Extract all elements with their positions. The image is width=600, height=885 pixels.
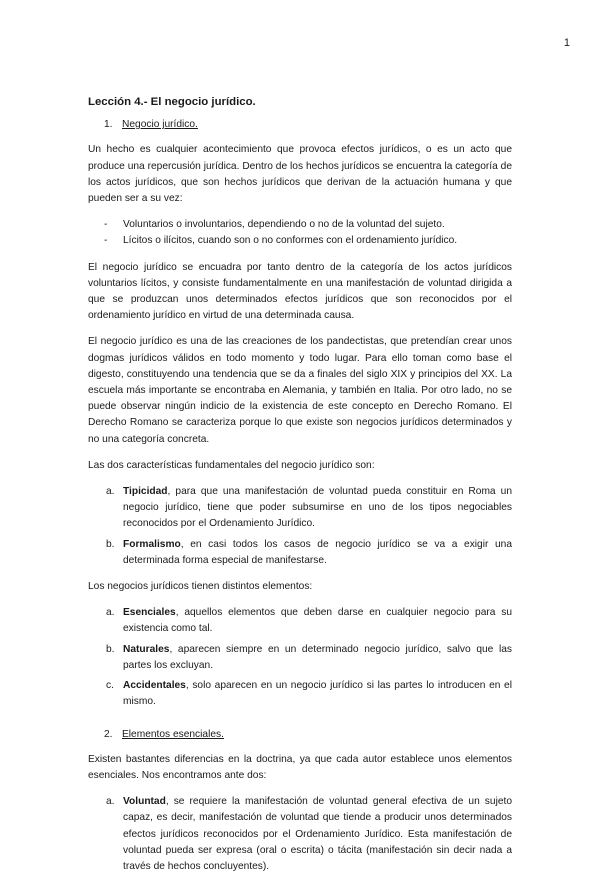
paragraph: El negocio jurídico se encuadra por tanto dentro de la categoría de los actos jurídicos voluntarios lícitos, y consiste fundamentalmente en una manifestación de voluntad dirigida a que se produzcan unos determinados efectos jurídicos que son reconocidos por el ordenamiento jurídico en virtud de una determinada causa. [88,261,512,322]
section-heading-1 [88,117,512,133]
section-title: Negocio jurídico. [122,119,198,131]
list-item [88,642,512,674]
paragraph: El negocio jurídico es una de las creaciones de los pandectistas, que pretendían crear unos dogmas jurídicos válidos en todo momento y todo lugar. Para ello toman como base el digesto, constituyendo una tendencia que se da a finales del siglo XIX y principios del XX. La escuela más importante se encontraba en Alemania, y también en Italia. Por otro lado, no se puede observar ningún indicio de la existencia de este concepto en Derecho Romano. El Derecho Romano se caracteriza porque lo que existe son negocios jurídicos determinados y no una categoría concreta. [88,336,512,445]
section-heading-2 [88,727,512,743]
section-number: 2. [104,728,113,740]
paragraph: Existen bastantes diferencias en la doctrina, ya que cada autor establece unos elementos esenciales. Nos encontramos ante dos: [88,753,512,781]
term-text: , aparecen siempre en un determinado negocio jurídico, salvo que las partes los excluyan. [123,643,512,671]
list-item: - Lícitos o ilícitos, cuando son o no conformes con el ordenamiento jurídico. [88,233,512,249]
paragraph: Un hecho es cualquier acontecimiento que provoca efectos jurídicos, o es un acto que produce una repercusión jurídica. Dentro de los hechos jurídicos se encuentra la categoría de los actos jurídicos, que son hechos jurídicos que derivan de la actuación humana y que pueden ser a su vez: [88,144,512,205]
list-item [88,484,512,533]
term: Tipicidad [123,486,168,498]
term: Naturales [123,643,170,655]
list-marker: b. [106,643,115,655]
section-title: Elementos esenciales. [122,728,224,740]
list-marker: c. [106,680,114,692]
list-item [88,605,512,637]
term: Esenciales [123,607,176,619]
characteristics-list [88,484,512,569]
term: Voluntad [123,796,166,808]
term-text: , para que una manifestación de voluntad pueda constituir en Roma un negocio jurídico, tiene que poder subsumirse en uno de los tipos negociables reconocidos por el Ordenamiento Jurídico. [123,486,512,530]
term-text: , se requiere la manifestación de voluntad general efectiva de un sujeto capaz, es decir, manifestación de voluntad que tiende a producir unos determinados efectos jurídicos reconocidos por el Ordenamiento Jurídico. Esta manifestación de voluntad pueda ser expresa (oral o escrita) o tácita (manifestación sin decir nada a través de hechos concluyentes). [123,796,512,872]
elements-list [88,605,512,710]
list-marker: a. [106,607,115,619]
list-item [88,794,512,875]
paragraph: Los negocios jurídicos tienen distintos elementos: [88,581,313,593]
essential-elements-list [88,794,512,875]
lesson-title: Lección 4.- El negocio jurídico. [88,96,256,108]
list-marker: a. [106,796,115,808]
list-item: - Voluntarios o involuntarios, dependiendo o no de la voluntad del sujeto. [88,217,512,233]
term: Accidentales [123,680,186,692]
term-text: , en casi todos los casos de negocio jurídico se va a exigir una determinada forma especial de manifestarse. [123,538,512,566]
term-text: , solo aparecen en un negocio jurídico si las partes lo introducen en el mismo. [123,680,512,708]
dash-list [88,217,512,249]
list-marker: b. [106,538,115,550]
term: Formalismo [123,538,181,550]
list-marker: a. [106,486,115,498]
document-body [88,94,512,885]
paragraph: Las dos características fundamentales del negocio jurídico son: [88,459,375,471]
list-item [88,678,512,710]
page-number: 1 [563,37,570,49]
term-text: , aquellos elementos que deben darse en cualquier negocio para su existencia como tal. [123,607,512,635]
list-item [88,537,512,569]
section-number: 1. [104,119,113,131]
